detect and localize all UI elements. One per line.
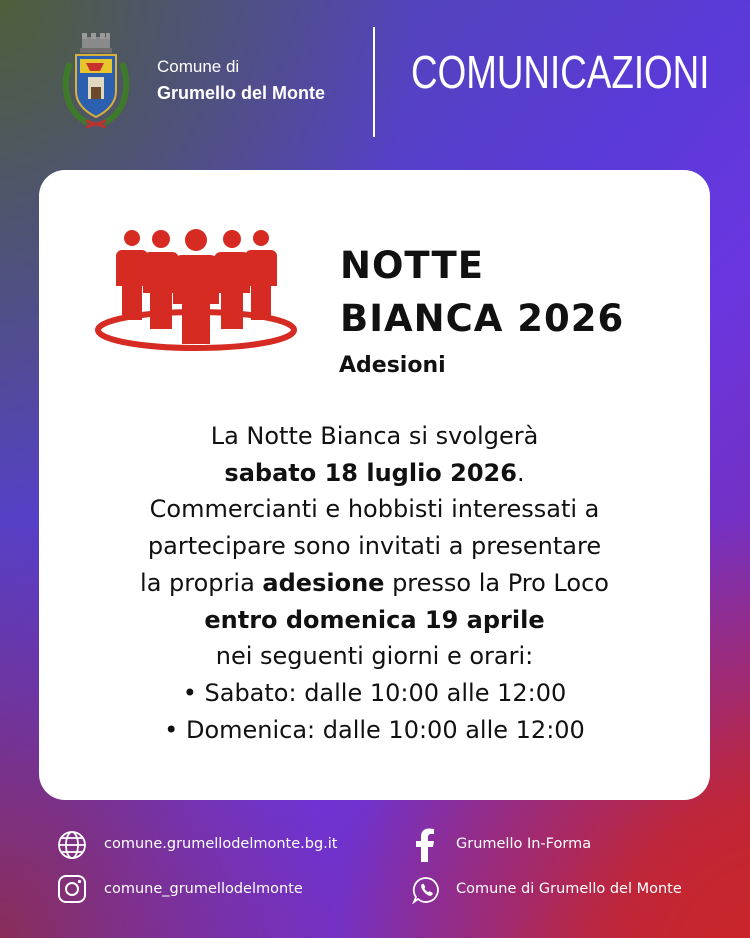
body-line: partecipare sono invitati a presentare xyxy=(147,532,602,561)
body-line: Commercianti e hobbisti interessati a xyxy=(149,495,600,524)
body-line: La Notte Bianca si svolgerà xyxy=(210,422,539,450)
whatsapp-link[interactable]: Comune di Grumello del Monte xyxy=(456,881,682,897)
event-subtitle: Adesioni xyxy=(339,353,446,378)
announcement-card xyxy=(39,170,710,800)
page-title: COMUNICAZIONI xyxy=(411,46,710,98)
body-line-adesione xyxy=(39,565,710,602)
facebook-icon xyxy=(415,828,435,862)
header-divider xyxy=(373,27,375,137)
instagram-link[interactable]: comune_grumellodelmonte xyxy=(104,881,303,897)
body-line-date xyxy=(39,455,710,492)
body-line: nei seguenti giorni e orari: xyxy=(215,642,534,671)
globe-icon xyxy=(57,830,87,860)
deadline-text: entro domenica 19 aprile xyxy=(204,605,545,634)
event-title-line-1: NOTTE xyxy=(340,244,485,287)
comune-crest-emblem xyxy=(58,33,134,131)
schedule-sunday: • Domenica: dalle 10:00 alle 12:00 xyxy=(164,715,585,744)
comune-name: Grumello del Monte xyxy=(157,83,326,103)
event-date: sabato 18 luglio 2026 xyxy=(224,458,517,487)
body-punct: . xyxy=(516,458,525,487)
announcement-body xyxy=(39,418,710,748)
schedule-saturday: • Sabato: dalle 10:00 alle 12:00 xyxy=(182,678,567,707)
adesione-keyword: adesione xyxy=(262,568,385,597)
event-title-line-2: BIANCA 2026 xyxy=(340,297,625,340)
facebook-link[interactable]: Grumello In-Forma xyxy=(456,836,592,852)
people-group-icon xyxy=(94,226,299,356)
website-link[interactable]: comune.grumellodelmonte.bg.it xyxy=(104,836,338,852)
deadline xyxy=(39,602,710,639)
body-text-segment: la propria xyxy=(140,568,263,597)
instagram-icon xyxy=(57,874,87,904)
comune-prefix: Comune di xyxy=(157,57,240,76)
body-text-segment: presso la Pro Loco xyxy=(384,568,609,597)
whatsapp-icon xyxy=(412,876,440,904)
